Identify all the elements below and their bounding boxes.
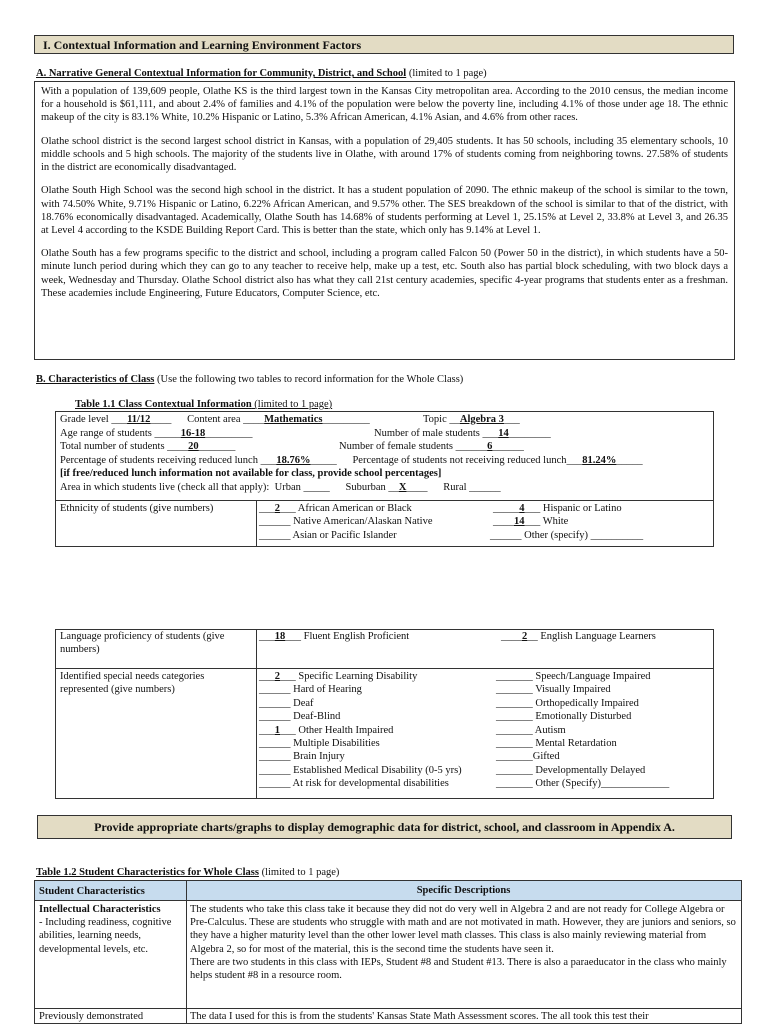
eth-other-label: Other (specify): [524, 530, 588, 541]
fep-count: 18: [274, 631, 286, 642]
student-characteristics-table: [34, 880, 742, 1024]
urban-label: Urban: [274, 482, 301, 493]
sn-right-item: _______ Other (Specify)_____________: [496, 778, 670, 790]
content-value: Mathematics: [264, 414, 323, 425]
not-reduced-label: Percentage of students not receiving reduced lunch: [352, 455, 567, 466]
sn-label: Established Medical Disability (0-5 yrs): [293, 764, 462, 776]
sn-right-item: _______ Emotionally Disturbed: [496, 711, 632, 723]
topic-label: Topic: [423, 414, 447, 425]
eth-african-american: ___2___ African American or Black: [259, 503, 412, 514]
sn-label: Other Health Impaired: [298, 724, 394, 736]
narrative-paragraph-2: Olathe school district is the second largest school district in Kansas, with a population of 29,405 students. It has 50 schools, including 35 elementary schools, 10 middle schools and 5 high schools. The majority of the students live in Olathe, with around 17% of students coming from neighboring towns. 27.58% of students in the district are economically disadvantaged.: [41, 135, 728, 174]
female-row: Number of female students ______6______: [339, 441, 524, 452]
eth-white: ____14___ White: [493, 516, 569, 527]
grade-label: Grade level: [60, 414, 109, 425]
row-previous-desc: The data I used for this is from the students' Kansas State Math Assessment scores. The all took this test their: [190, 1011, 649, 1022]
free-lunch-note: [if free/reduced lunch information not available for class, provide school percentages]: [60, 468, 442, 479]
sn-label: Gifted: [532, 751, 560, 763]
eth-asian: ______ Asian or Pacific Islander: [259, 530, 397, 541]
sn-label: Visually Impaired: [535, 684, 611, 696]
total-row: Total number of students ____20_______: [60, 441, 236, 452]
eth-na-label: Native American/Alaskan Native: [293, 516, 433, 527]
eth-other: ______ Other (specify) __________: [490, 530, 644, 541]
area-row: Area in which students live (check all that apply): Urban _____ Suburban __X____ Rural ______: [60, 482, 501, 493]
content-label: Content area: [187, 414, 241, 425]
intellectual-desc-p1: The students who take this class take it because they did not do very well in Algebra 2 and are not ready for College Algebra or Pre-Calculus. These are students who struggle with math and are not motivated in math. However, they are juniors and seniors, so they have a higher maturity level than the other lower level math classes. This class is also mainly reviewing material from Algebra 2, so for most of the material, this is the second time the students have seen it.: [190, 904, 736, 955]
reduced-row: Percentage of students receiving reduced lunch ___18.76%_____ Percentage of students not receiving reduced lunch___81.24%_____: [60, 455, 643, 466]
sn-left-item: ______ Hard of Hearing: [259, 684, 362, 696]
male-label: Number of male students: [374, 428, 480, 439]
sn-left-item: ______ Multiple Disabilities: [259, 738, 380, 750]
age-label: Age range of students: [60, 428, 152, 439]
eth-aa-count: 2: [274, 503, 280, 514]
male-row: Number of male students ___14________: [374, 428, 551, 439]
sn-count: 2: [274, 671, 280, 682]
eth-hispanic: _____4___ Hispanic or Latino: [493, 503, 622, 514]
sn-right-item: _______ Developmentally Delayed: [496, 764, 646, 776]
sn-right-item: _______ Speech/Language Impaired: [496, 671, 651, 682]
sn-left-item: ______ Deaf-Blind: [259, 711, 341, 723]
appendix-note: Provide appropriate charts/graphs to display demographic data for district, school, and classroom in Appendix A.: [37, 815, 732, 839]
intellectual-heading: Intellectual Characteristics: [39, 904, 161, 915]
sn-right-item: _______ Autism: [496, 724, 566, 736]
sn-label: Autism: [534, 724, 566, 736]
topic-row: Topic __Algebra 3___: [423, 414, 520, 425]
fep-label: Fluent English Proficient: [303, 631, 410, 642]
sn-left-item: ______ Deaf: [259, 697, 314, 709]
ell-count: 2: [522, 631, 528, 642]
suburban-mark: X: [398, 482, 407, 493]
sn-left-item: ______ Established Medical Disability (0-5 yrs): [259, 764, 462, 776]
eth-hl-count: 4: [519, 503, 525, 514]
female-label: Number of female students: [339, 441, 454, 452]
female-value: 6: [487, 441, 493, 452]
col-header-characteristics: Student Characteristics: [39, 886, 145, 897]
reduced-label: Percentage of students receiving reduced lunch: [60, 455, 258, 466]
sn-label: Specific Learning Disability: [298, 671, 418, 682]
sn-label: Orthopedically Impaired: [535, 697, 639, 709]
sn-label: Deaf-Blind: [293, 711, 341, 723]
ell: ____2__ English Language Learners: [501, 631, 656, 642]
ethnicity-label: Ethnicity of students (give numbers): [60, 503, 214, 514]
sn-label: Hard of Hearing: [293, 684, 362, 696]
eth-hl-label: Hispanic or Latino: [542, 503, 622, 514]
narrative-paragraph-4: Olathe South has a few programs specific to the district and school, including a program called Falcon 50 (Power 50 in the district), in which students have a 50-minute lunch period during which they can go to any teacher to receive help, make up a test, etc. South also has partial block scheduling, with two block days a week, Wednesday and Thursday. Olathe School district also has what they call 21st century academies, specific 4-year programs that students enter as a freshman. These academies include Engineering, Future Educators, Computer Science, etc.: [41, 248, 728, 299]
narrative-paragraph-1: With a population of 139,609 people, Olathe KS is the third largest town in the Kansas City metropolitan area. According to the 2010 census, the median income for a household is $61,111, and about 2.4% of families and 4.1% of the population were below the poverty line, including 4.1% of those under age 18. The ethnic makeup of the city is 83.1% White, 10.2% Hispanic or Latino, 5.3% African American, 4.1% Asian, and 4.6% from other races.: [41, 86, 728, 124]
fluent-english: ___18___ Fluent English Proficient: [259, 631, 410, 642]
row-intellectual-desc: [190, 903, 738, 982]
sn-label: Deaf: [293, 697, 314, 709]
sn-right-item: _______ Orthopedically Impaired: [496, 697, 639, 709]
area-label: Area in which students live (check all that apply):: [60, 482, 270, 493]
part-a-note: (limited to 1 page): [406, 68, 487, 79]
table-1-2-note: (limited to 1 page): [258, 867, 340, 878]
ethnicity-column-divider: [256, 500, 257, 547]
eth-aa-label: African American or Black: [297, 503, 412, 514]
not-reduced-value: 81.24%: [582, 455, 617, 466]
eth-native-american: ______ Native American/Alaskan Native: [259, 516, 433, 527]
sn-left-item: ______ At risk for developmental disabilities: [259, 778, 449, 790]
sn-label: Speech/Language Impaired: [535, 671, 651, 682]
narrative-box: [34, 81, 735, 360]
sn-right-item: _______ Mental Retardation: [496, 738, 617, 750]
grade-value: 11/12: [127, 414, 151, 425]
class-context-table: [55, 411, 714, 547]
sn-right-item: _______Gifted: [496, 751, 560, 763]
part-b-title: B. Characteristics of Class: [36, 374, 155, 385]
row-previous-label: Previously demonstrated: [39, 1011, 144, 1022]
language-row-divider: [56, 668, 713, 669]
rural-label: Rural: [443, 482, 467, 493]
language-label: Language proficiency of students (give numbers): [60, 631, 225, 656]
eth-wh-label: White: [542, 516, 569, 527]
part-b-note: (Use the following two tables to record information for the Whole Class): [154, 374, 464, 385]
eth-wh-count: 14: [514, 516, 525, 527]
table-1-2-heading: [36, 866, 339, 879]
sn-count: 1: [274, 724, 280, 736]
intellectual-subtext: - Including readiness, cognitive abilities, learning needs, developmental levels, etc.: [39, 917, 172, 955]
table-column-divider: [186, 881, 187, 1024]
eth-as-label: Asian or Pacific Islander: [292, 530, 397, 541]
topic-value: Algebra 3: [459, 414, 504, 425]
table-row-divider: [35, 1008, 741, 1009]
section-title: I. Contextual Information and Learning Environment Factors: [34, 35, 734, 54]
part-a-heading: [36, 67, 487, 80]
table-1-1-title: [75, 398, 332, 411]
row-intellectual-label: [39, 903, 184, 956]
sn-label: Emotionally Disturbed: [535, 711, 632, 723]
sn-left-item: ___1___ Other Health Impaired: [259, 724, 394, 736]
language-needs-table: [55, 629, 714, 799]
sn-label: Brain Injury: [293, 751, 345, 763]
sn-label: Other (Specify): [535, 778, 601, 790]
age-value: 16-18: [180, 428, 206, 439]
part-b-heading: [36, 373, 463, 386]
narrative-paragraph-3: Olathe South High School was the second high school in the district. It has a student population of 2090. The ethnic makeup of the school is similar to the town, with 74.50% White, 9.71% Hispanic or Latino, 6.22% African American, and 9.57% other. The SES breakdown of the school is similar to that of the district, with 18.76% economically disadvantaged. Academically, Olathe South has 14.68% of students performing at Level 1, 25.15% at Level 2, 33.8% at Level 3, and 26.35 at Level 4 according to the KSDE Building Report Card. This is better than the state, which only has 9.14% at Level 1.: [41, 185, 728, 236]
total-value: 20: [188, 441, 199, 452]
sn-left-item: ___2___ Specific Learning Disability: [259, 671, 418, 682]
total-label: Total number of students: [60, 441, 165, 452]
reduced-value: 18.76%: [276, 455, 311, 466]
special-needs-left-list: [259, 670, 462, 791]
intellectual-desc-p2: There are two students in this class with IEPs, Student #8 and Student #13. There is also a paraeducator in the class who mainly helps student #8 in a resource room.: [190, 956, 727, 982]
grade-row: Grade level ___11/12____ Content area ____Mathematics_________: [60, 414, 370, 425]
special-needs-label: Identified special needs categories represented (give numbers): [60, 671, 205, 696]
sn-label: Mental Retardation: [535, 738, 617, 750]
ell-label: English Language Learners: [540, 631, 656, 642]
suburban-label: Suburban: [345, 482, 386, 493]
table-1-2-title: Table 1.2 Student Characteristics for Whole Class: [36, 867, 259, 878]
sn-label: Multiple Disabilities: [293, 738, 380, 750]
age-row: Age range of students _____16-18_________: [60, 428, 253, 439]
special-needs-right-list: [496, 670, 669, 791]
sn-label: At risk for developmental disabilities: [292, 778, 449, 790]
table-1-1-note: (limited to 1 page): [251, 399, 333, 410]
language-column-divider: [256, 630, 257, 798]
male-value: 14: [498, 428, 509, 439]
sn-right-item: _______ Visually Impaired: [496, 684, 611, 696]
part-a-title: A. Narrative General Contextual Information for Community, District, and School: [36, 68, 407, 79]
sn-left-item: ______ Brain Injury: [259, 751, 345, 763]
sn-label: Developmentally Delayed: [535, 764, 646, 776]
ethnicity-divider: [56, 500, 713, 501]
col-header-descriptions: Specific Descriptions: [416, 885, 511, 896]
table-1-1-title-text: Table 1.1 Class Contextual Information: [75, 399, 252, 410]
